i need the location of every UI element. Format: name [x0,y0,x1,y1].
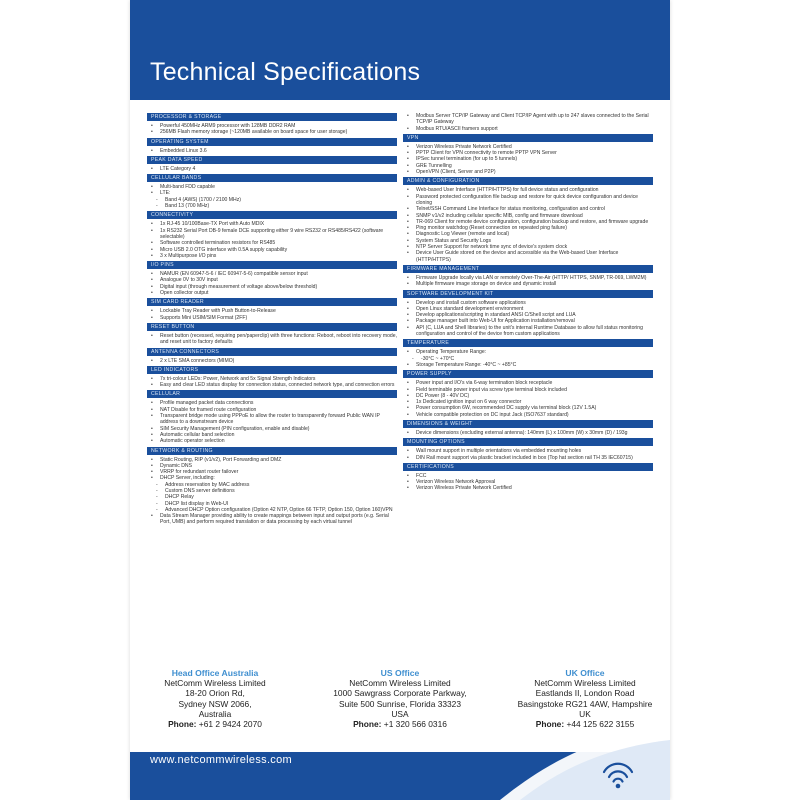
spec-section-temperature [403,339,653,368]
spec-list [147,308,397,321]
spec-item: • DIN Rail mount support via plastic bracket included in box (Top hat section rail TH 35 IEC60715) [403,455,653,461]
spec-section-network-and-routing [147,447,397,526]
spec-item: • Reset button (recessed, requiring pen/paperclip) with three functions: Reboot, reboot into recovery mode, and reset unit to factory defaults [147,333,397,346]
section-heading: DIMENSIONS & WEIGHT [403,420,653,428]
spec-list [147,221,397,259]
spec-section-power-supply [403,370,653,418]
office-address-line: Australia [198,708,232,719]
spec-item: • Supports Mini USIM/SIM Format (2FF) [147,315,397,321]
spec-section-sim-card-reader [147,298,397,321]
spec-section-dimensions-and-weight [403,420,653,436]
spec-item: • NTP Server Support for network time sync of device's system clock [403,244,653,250]
section-heading: POWER SUPPLY [403,370,653,378]
spec-item: • SIM Security Management (PIN configuration, enable and disable) [147,426,397,432]
office-company: NetComm Wireless Limited [164,678,266,689]
spec-list [403,300,653,338]
office-address-line: Eastlands II, London Road [535,688,635,699]
spec-item: • Open Linux standard development environment [403,306,653,312]
section-heading: SIM CARD READER [147,298,397,306]
spec-list [403,187,653,263]
spec-item: • Lockable Tray Reader with Push Button-to-Release [147,308,397,314]
office-address-line: 18-20 Orion Rd, [185,688,245,699]
section-heading: CELLULAR BANDS [147,174,397,182]
section-heading: ANTENNA CONNECTORS [147,348,397,356]
spec-item: • Develop applications/scripting in standard ANSI C/Shell script and LUA [403,312,653,318]
spec-item: • Data Stream Manager providing ability to create mappings between input and output ports (e.g. Serial Port, UMB) and perform required translation or data processing by each virtual tunnel [147,513,397,526]
spec-section-antenna-connectors [147,348,397,364]
spec-subitem: - -30°C ~ +70°C [403,356,653,362]
spec-item: • Firmware Upgrade locally via LAN or remotely Over-The-Air (HTTP/ HTTPS, SNMP, TR-069, LWM2M) [403,275,653,281]
office-heading: Head Office Australia [171,668,259,678]
spec-item: • 256MB Flash memory storage (~120MB available on board space for user storage) [147,129,397,135]
office-address-line: 1000 Sawgrass Corporate Parkway, [333,688,467,699]
section-heading: FIRMWARE MANAGEMENT [403,265,653,273]
section-heading: CONNECTIVITY [147,211,397,219]
spec-item: • Verizon Wireless Network Approval [403,479,653,485]
spec-list [403,448,653,461]
section-heading: LED INDICATORS [147,366,397,374]
spec-subitem: - DHCP Relay [147,494,397,500]
spec-section-certifications [403,463,653,492]
spec-section-continued [403,113,653,132]
spec-section-cellular [147,390,397,444]
office-address-line: USA [391,708,409,719]
spec-item: • TR-069 Client for remote device configuration, configuration backup and restore, and firmware upgrade [403,219,653,225]
spec-item: • 1x RS232 Serial Port DB-9 female DCE supporting either 9 wire RS232 or RS485/RS422 (software selectable) [147,228,397,241]
office-company: NetComm Wireless Limited [349,678,451,689]
spec-item: • Modbus Server TCP/IP Gateway and Client TCP/IP Agent with up to 247 slaves connected to the Serial TCP/IP Gateway [403,113,653,126]
spec-item: • Storage Temperature Range: -40°C ~ +85°C [403,362,653,368]
spec-section-processor-and-storage [147,113,397,136]
spec-list [403,380,653,418]
spec-item: • 1x Dedicated ignition input on 6 way connector [403,399,653,405]
spec-item: • DC Power (8 - 40V DC) [403,393,653,399]
spec-item: • NAT Disable for framed route configuration [147,407,397,413]
spec-item: • DHCP Server, including: [147,475,397,481]
spec-item: • 1x RJ-45 10/100Base-TX Port with Auto MDIX [147,221,397,227]
spec-list [403,275,653,288]
website-link[interactable]: www.netcommwireless.com [150,754,292,766]
spec-section-vpn [403,134,653,175]
spec-item: • Multi-band FDD capable [147,184,397,190]
spec-item: • Verizon Wireless Private Network Certified [403,485,653,491]
spec-item: • Field terminable power input via screw type terminal block included [403,387,653,393]
spec-item: • 2 x LTE SMA connectors (MIMO) [147,358,397,364]
spec-list [403,349,653,368]
section-heading: RESET BUTTON [147,323,397,331]
section-heading: PEAK DATA SPEED [147,156,397,164]
spec-list [147,457,397,526]
office-address-line: Suite 500 Sunrise, Florida 33323 [339,698,461,709]
spec-section-led-indicators [147,366,397,389]
spec-subitem: - DHCP list display in Web-UI [147,501,397,507]
spec-item: • PPTP Client for VPN connectivity to remote PPTP VPN Server [403,150,653,156]
spec-item: • Profile managed packet data connections [147,400,397,406]
phone-number: +44 125 622 3155 [566,719,635,730]
spec-section-mounting-options [403,438,653,461]
spec-list [147,376,397,389]
spec-section-software-development-kit [403,290,653,338]
section-heading: I/O PINS [147,261,397,269]
phone-number: +61 2 9424 2070 [198,719,262,730]
spec-item: • 3 x Multipurpose I/O pins [147,253,397,259]
spec-item: • Operating Temperature Range: [403,349,653,355]
spec-item: • Power consumption 6W, recommended DC supply via terminal block (12V 1.5A) [403,405,653,411]
spec-item: • Powerful 450MHz ARM9 processor with 128MB DDR2 RAM [147,123,397,129]
spec-subitem: - Address reservation by MAC address [147,482,397,488]
spec-subitem: - Advanced DHCP Option configuration (Option 42 NTP, Option 66 TFTP, Option 150, Option 160)VPN [147,507,397,513]
spec-section-connectivity [147,211,397,259]
section-heading: ADMIN & CONFIGURATION [403,177,653,185]
spec-item: • Password protected configuration file backup and restore for quick device configuration and device cloning [403,194,653,207]
office-australia [130,668,300,729]
office-heading: US Office [380,668,420,678]
spec-item: • VRRP for redundant router failover [147,469,397,475]
spec-list [147,358,397,364]
spec-subitem: - Band 4 (AWS) (1700 / 2100 MHz) [147,197,397,203]
spec-section-admin-and-configuration [403,177,653,263]
spec-item: • Wall mount support in multiple orientations via embedded mounting holes [403,448,653,454]
spec-item: • Package manager built into Web-UI for Application installation/removal [403,318,653,324]
spec-item: • Automatic operator selection [147,438,397,444]
spec-section-reset-button [147,323,397,346]
section-heading: CELLULAR [147,390,397,398]
spec-section-firmware-management [403,265,653,288]
spec-item: • Develop and install custom software applications [403,300,653,306]
page-title: Technical Specifications [150,58,421,86]
spec-item: • Easy and clear LED status display for connection status, connected network type, and connection errors [147,382,397,388]
spec-list [147,333,397,346]
phone-label: Phone: [168,719,197,730]
spec-item: • Ping monitor watchdog (Reset connection on repeated ping failure) [403,225,653,231]
spec-item: • GRE Tunnelling [403,163,653,169]
spec-item: • Transparent bridge mode using PPPoE to allow the router to transparently forward Public WAN IP address to a downstream device [147,413,397,426]
spec-section-peak-data-speed [147,156,397,172]
office-address-line: UK [579,708,591,719]
spec-list [147,123,397,136]
section-heading: OPERATING SYSTEM [147,138,397,146]
spec-item: • Analogue 0V to 30V input [147,277,397,283]
spec-list [147,148,397,154]
section-heading: VPN [403,134,653,142]
spec-section-operating-system [147,138,397,154]
spec-item: • Embedded Linux 3.6 [147,148,397,154]
spec-item: • SNMP v1/v2 including cellular specific MIB, config and firmware download [403,213,653,219]
spec-item: • Power input and I/O's via 6-way termination block receptacle [403,380,653,386]
office-address-line: Sydney NSW 2066, [178,698,252,709]
phone-number: +1 320 566 0316 [383,719,447,730]
section-heading: CERTIFICATIONS [403,463,653,471]
spec-item: • Software controlled termination resistors for RS485 [147,240,397,246]
spec-item: • API (C, LUA and Shell libraries) to the unit's internal Runtime Database to allow full status monitoring configuration and control of the device from custom applications [403,325,653,338]
spec-list [147,166,397,172]
section-heading: PROCESSOR & STORAGE [147,113,397,121]
spec-item: • Multiple firmware image storage on device and dynamic install [403,281,653,287]
office-us [315,668,485,729]
spec-section-i-o-pins [147,261,397,296]
spec-item: • Device dimensions (excluding external antenna): 140mm (L) x 100mm (W) x 30mm (D) / 193g [403,430,653,436]
section-heading: TEMPERATURE [403,339,653,347]
spec-list [147,400,397,444]
spec-section-cellular-bands [147,174,397,209]
office-uk [500,668,670,729]
spec-item: • LTE Category 4 [147,166,397,172]
office-heading: UK Office [565,668,605,678]
spec-item: • OpenVPN (Client, Server and P2P) [403,169,653,175]
header-banner [130,0,670,100]
spec-subitem: - Custom DNS server definitions [147,488,397,494]
spec-item: • Static Routing, RIP (v1/v2), Port Forwarding and DMZ [147,457,397,463]
spec-item: • Diagnostic Log Viewer (remote and local) [403,231,653,237]
spec-sheet-page [130,0,670,800]
spec-list [147,271,397,296]
spec-item: • Device User Guide stored on the device and accessible via the Web-based User Interface (HTTP/HTTPS) [403,250,653,263]
left-column [147,113,397,528]
spec-item: • 7x tri-colour LEDs: Power, Network and 5x Signal Strength Indicators [147,376,397,382]
spec-subitem: - Band 13 (700 MHz) [147,203,397,209]
phone-label: Phone: [353,719,382,730]
spec-list [403,113,653,132]
spec-item: • Telnet/SSH Command Line Interface for status monitoring, configuration and control [403,206,653,212]
section-heading: MOUNTING OPTIONS [403,438,653,446]
spec-item: • Open collector output [147,290,397,296]
office-phone [130,719,300,729]
spec-item: • Web-based User Interface (HTTP/HTTPS) for full device status and configuration [403,187,653,193]
office-phone [315,719,485,729]
spec-item: • System Status and Security Logs [403,238,653,244]
spec-item: • Modbus RTU/ASCII framers support [403,126,653,132]
section-heading: NETWORK & ROUTING [147,447,397,455]
spec-list [403,430,653,436]
spec-list [403,473,653,492]
spec-item: • NAMUR (EN 60947-5-6 / IEC 60947-5-6) compatible sensor input [147,271,397,277]
spec-item: • Vehicle compatible protection on DC input Jack (ISO7637 standard) [403,412,653,418]
spec-item: • Verizon Wireless Private Network Certified [403,144,653,150]
section-heading: SOFTWARE DEVELOPMENT KIT [403,290,653,298]
spec-item: • Dynamic DNS [147,463,397,469]
spec-list [403,144,653,175]
office-company: NetComm Wireless Limited [534,678,636,689]
spec-item: • Automatic cellular band selection [147,432,397,438]
spec-item: • FCC [403,473,653,479]
spec-item: • Micro USB 2.0 OTG interface with 0.5A supply capability [147,247,397,253]
spec-item: • LTE: [147,190,397,196]
right-column [403,113,653,494]
office-address-line: Basingstoke RG21 4AW, Hampshire [517,698,653,709]
wireless-wave-logo [500,728,670,800]
phone-label: Phone: [535,719,565,730]
spec-item: • IPSec tunnel termination (for up to 5 tunnels) [403,156,653,162]
spec-list [147,184,397,209]
spec-item: • Digital input (through measurement of voltage above/below threshold) [147,284,397,290]
